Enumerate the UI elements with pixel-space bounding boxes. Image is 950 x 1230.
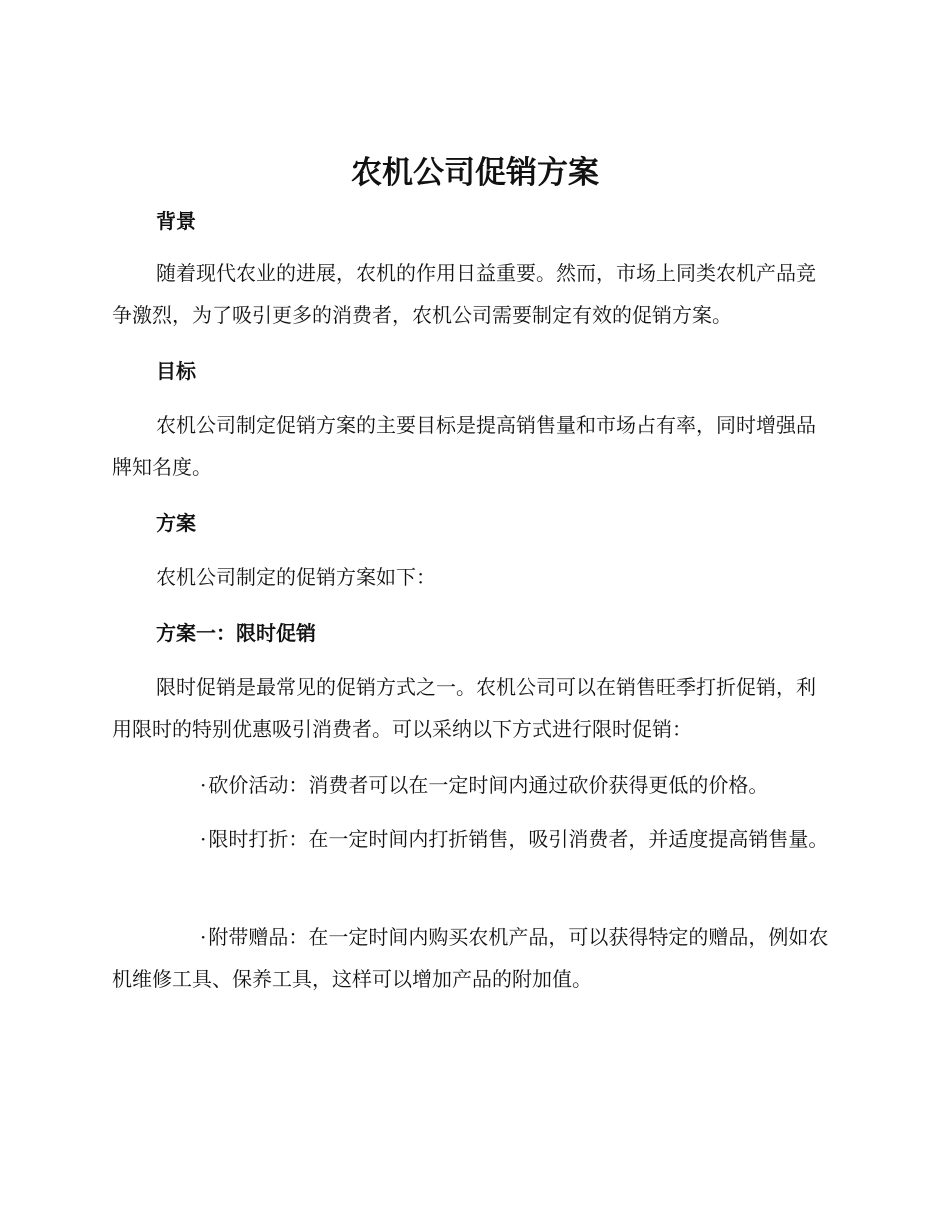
document-title: 农机公司促销方案 bbox=[351, 155, 599, 191]
bullet-item bbox=[112, 764, 832, 806]
goal-paragraph: 农机公司制定促销方案的主要目标是提高销售量和市场占有率，同时增强品牌知名度。 bbox=[112, 413, 816, 479]
bullet-text-gift: 附带赠品：在一定时间内购买农机产品，可以获得特定的赠品，例如农机维修工具、保养工具，这样可以增加产品的附加值。 bbox=[112, 925, 829, 991]
bullet-icon: · bbox=[200, 925, 207, 949]
bullet-text-bargain: 砍价活动：消费者可以在一定时间内通过砍价获得更低的价格。 bbox=[208, 773, 769, 797]
bullet-icon: · bbox=[200, 773, 207, 797]
background-paragraph: 随着现代农业的进展，农机的作用日益重要。然而，市场上同类农机产品竞争激烈，为了吸引更多的消费者，农机公司需要制定有效的促销方案。 bbox=[112, 261, 816, 327]
section-heading-goal: 目标 bbox=[156, 359, 196, 383]
plan-intro-paragraph: 农机公司制定的促销方案如下： bbox=[156, 565, 436, 589]
section-heading-plan-one: 方案一：限时促销 bbox=[156, 621, 316, 645]
bullet-text-discount: 限时打折：在一定时间内打折销售，吸引消费者，并适度提高销售量。 bbox=[208, 827, 829, 851]
bullet-item bbox=[112, 818, 832, 860]
bullet-icon: · bbox=[200, 827, 207, 851]
section-heading-background: 背景 bbox=[156, 209, 196, 233]
plan-one-paragraph: 限时促销是最常见的促销方式之一。农机公司可以在销售旺季打折促销，利用限时的特别优惠吸引消费者。可以采纳以下方式进行限时促销： bbox=[112, 675, 816, 741]
section-heading-plan: 方案 bbox=[156, 511, 196, 535]
bullet-item bbox=[112, 916, 832, 1000]
